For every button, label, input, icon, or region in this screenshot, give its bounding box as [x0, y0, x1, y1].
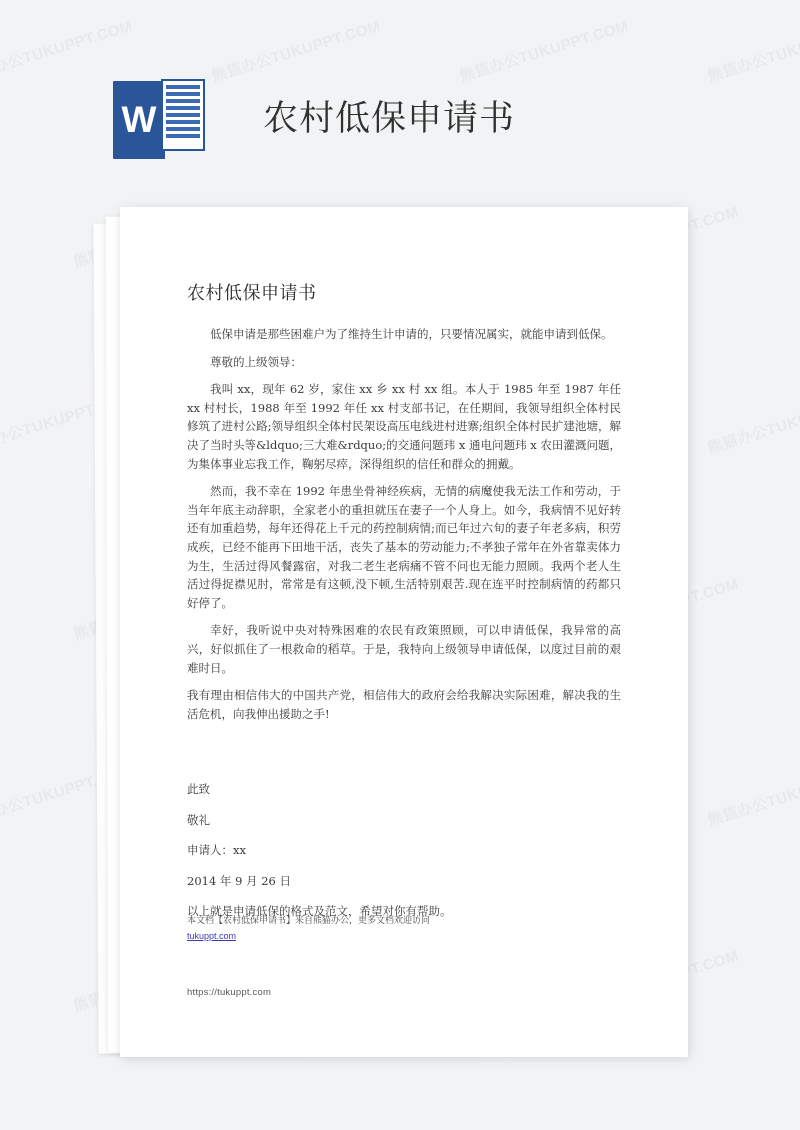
- word-icon-lines: [161, 79, 205, 151]
- document-page[interactable]: [120, 207, 688, 1057]
- paragraph-hardship: 然而，我不幸在 1992 年患坐骨神经疾病，无情的病魔使我无法工作和劳动，于当年年底主动辞职，全家老小的重担就压在妻子一个人身上。如今，我病情不见好转还有加重趋势，每年还得花上千元的药控制病情;而已年过六旬的妻子年老多病，积劳成疾，已经不能再下田地干活，丧失了基本的劳动能力;不孝独子常年在外省靠卖体力为生，生活过得风餐露宿，对我二老生老病痛不管不问也无能力照顾。我两个老人生活过得捉襟见肘，常常是有这顿,没下顿,生活特别艰苦.现在连平时控制病情的药都只好停了。: [187, 484, 621, 610]
- closing-cizhi: 此致: [187, 782, 210, 796]
- document-closing: [187, 780, 621, 933]
- closing-note: 以上就是申请低保的格式及范文，希望对你有帮助。: [187, 904, 452, 919]
- document-body: [187, 325, 621, 732]
- word-icon-line: [166, 113, 200, 117]
- paragraph-intro: 低保申请是那些困难户为了维持生计申请的，只要情况属实，就能申请到低保。: [210, 327, 613, 341]
- closing-date: 2014 年 9 月 26 日: [187, 873, 291, 888]
- page-title: 农村低保申请书: [263, 99, 516, 138]
- word-icon-line: [166, 120, 200, 124]
- paragraph-background: 我叫 xx，现年 62 岁，家住 xx 乡 xx 村 xx 组。本人于 1985 年至 1987 年任 xx 村村长，1988 年至 1992 年任 xx 村支部书记，在任期间，我领导组织全体村民修筑了进村公路;领导组织全体村民架设高压电线进村进寨;组织全体村民扩建池塘，解决了当时头等&ldquo;三大难&rdquo;的交通问题玮 x 通电问题玮 x 农田灌溉问题，为集体事业忘我工作，鞠躬尽瘁，深得组织的信任和群众的拥戴。: [187, 382, 621, 471]
- page-footer-url: https://tukuppt.com: [187, 987, 272, 998]
- word-icon-line: [166, 85, 200, 89]
- paragraph-salutation: 尊敬的上级领导：: [210, 354, 302, 369]
- watermark-text: [705, 759, 800, 830]
- word-icon-line: [166, 99, 200, 103]
- footnote-text: 本文档【农村低保申请书】来自熊猫办公，更多文档欢迎访问: [187, 916, 431, 926]
- word-icon-block: [113, 81, 165, 159]
- watermark-text: [705, 387, 800, 458]
- closing-applicant: 申请人：xx: [187, 843, 246, 858]
- paragraph-trust: 我有理由相信伟大的中国共产党，相信伟大的政府会给我解决实际困难，解决我的生活危机，向我伸出援助之手!: [187, 688, 621, 721]
- document-footnote: [187, 914, 627, 945]
- word-icon-line: [166, 127, 200, 131]
- footnote-link[interactable]: tukuppt.com: [187, 931, 237, 941]
- closing-jingli: 敬礼: [187, 812, 210, 827]
- document-heading: 农村低保申请书: [187, 283, 317, 304]
- word-icon-line: [166, 106, 200, 110]
- word-icon-letter: W: [121, 98, 157, 140]
- document-content: [120, 207, 688, 1057]
- word-document-icon: [113, 79, 205, 161]
- word-icon-line: [166, 92, 200, 96]
- page-header: [0, 0, 800, 200]
- paragraph-request: 幸好，我听说中央对特殊困难的农民有政策照顾，可以申请低保，我异常的高兴，好似抓住了一根救命的稻草。于是，我特向上级领导申请低保，以度过目前的艰难时日。: [187, 623, 621, 675]
- word-icon-line: [166, 134, 200, 138]
